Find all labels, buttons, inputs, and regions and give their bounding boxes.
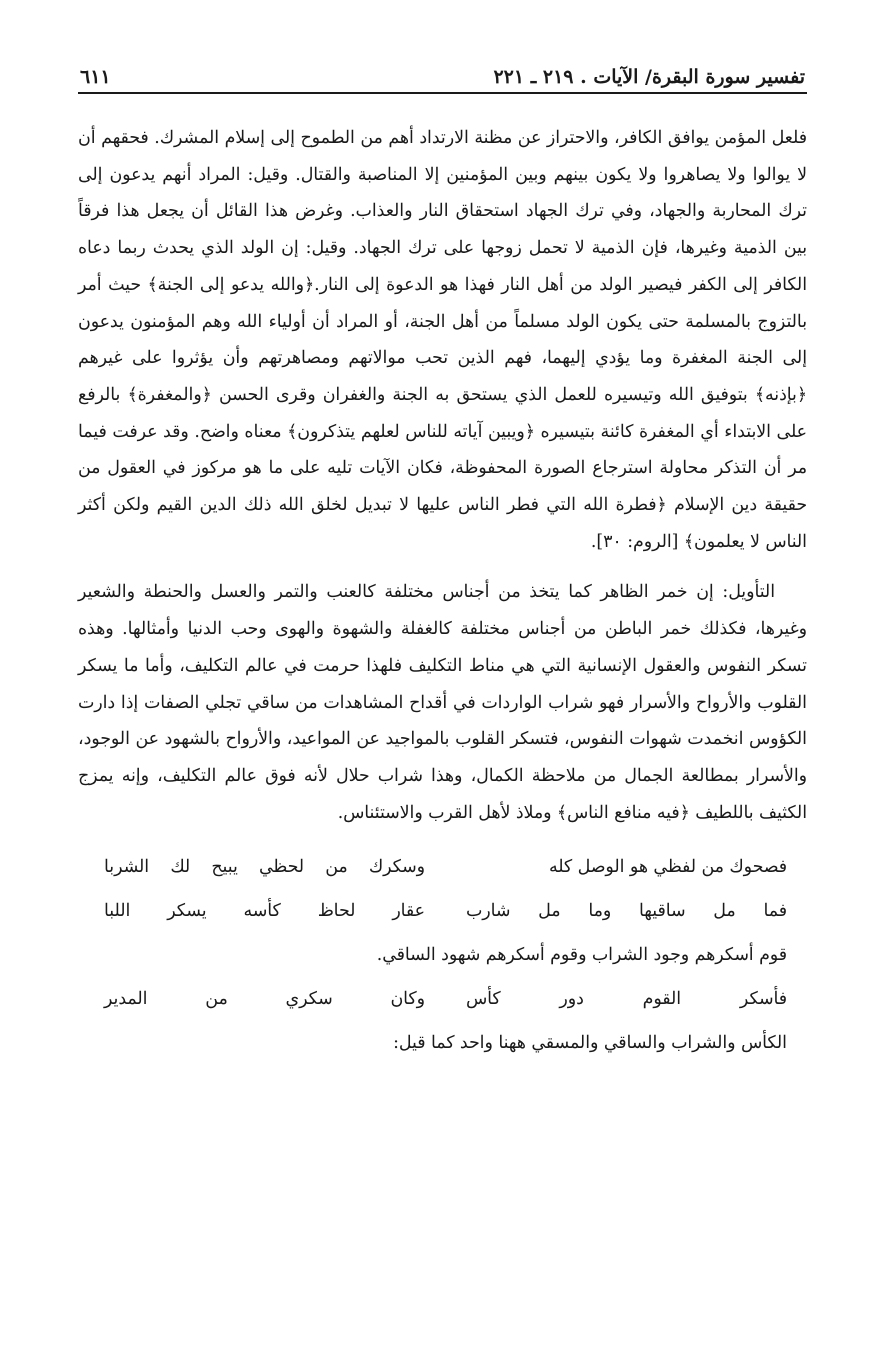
commentary-paragraph: فلعل المؤمن يوافق الكافر، والاحتراز عن مظنة الارتداد أهم من الطموح إلى إسلام المشرك. فحقهم أن لا يوالوا ولا يصاهروا ولا يكون بينهم وبين المؤمنين إلا المناصبة والقتال. وقيل: المراد أنهم يدعون إلى ترك المحاربة والجهاد، وفي ترك الجهاد استحقاق النار والعذاب. وغرض هذا القائل أن يجعل هذا فرقاً بين الذمية وغيرها، فإن الذمية لا تحمل زوجها على ترك الجهاد. وقيل: إن الولد الذي يحدث ربما دعاه الكافر إلى الكفر فيصير الولد من أهل النار فهذا هو الدعوة إلى النار.﴿والله يدعو إلى الجنة﴾ حيث أمر بالتزوج بالمسلمة حتى يكون الولد مسلماً من أهل الجنة، أو المراد أن أولياء الله وهم المؤمنون يدعون إلى الجنة المغفرة وما يؤدي إليهما، فهم الذين تحب موالاتهم ومصاهرتهم وأن يؤثروا على غيرهم ﴿بإذنه﴾ بتوفيق الله وتيسيره للعمل الذي يستحق به الجنة والغفران وقرى الحسن ﴿والمغفرة﴾ بالرفع على الابتداء أي المغفرة كائنة بتيسيره ﴿ويبين آياته للناس لعلهم يتذكرون﴾ معناه واضح. وقد عرفت فيما مر أن التذكر محاولة استرجاع الصورة المحفوظة، فكان الآيات تليه على ما هو مركوز في العقول من حقيقة دين الإسلام ﴿فطرة الله التي فطر الناس عليها لا تبديل لخلق الله ذلك الدين القيم ولكن أكثر الناس لا يعلمون﴾ [الروم: ٣٠]. — [78, 128, 807, 552]
interpretation-paragraph: التأويل: إن خمر الظاهر كما يتخذ من أجناس مختلفة كالعنب والتمر والعسل والحنطة والشعير وغيرها، فكذلك خمر الباطن من أجناس مختلفة كالغفلة والشهوة والهوى وحب الدنيا وأمثالها. وهذه تسكر النفوس والعقول الإنسانية التي هي مناط التكليف فلهذا حرمت في عالم التكليف، وأما ما يسكر القلوب والأرواح والأسرار فهو شراب الواردات في أقداح المشاهدات من ساقي تجلي الصفات إذا دارت الكؤوس انخمدت شهوات النفوس، فتسكر القلوب بالمواجيد عن المواعيد، والأرواح بالشهود عن الوجود، والأسرار بمطالعة الجمال من ملاحظة الكمال، وهذا شراب حلال لأنه فوق عالم التكليف، وإنه يمزج الكثيف باللطيف ﴿فيه منافع الناس﴾ وملاذ لأهل القرب والاستئناس. — [78, 582, 807, 823]
verse-2-first-hemistich: فما مل ساقيها وما مل شارب — [466, 901, 787, 922]
poem-verse-2 — [104, 889, 787, 933]
page-header — [78, 52, 807, 94]
page-number: ٦١١ — [80, 66, 111, 88]
book-page — [78, 52, 807, 1065]
running-title: تفسير سورة البقرة/ الآيات . ٢١٩ ـ ٢٢١ — [493, 66, 805, 88]
verse-2-second-hemistich: عقار لحاظ كأسه يسكر اللبا — [104, 901, 425, 922]
verse-3-second-hemistich: وكان سكري من المدير — [104, 989, 425, 1010]
verse-1-second-hemistich: وسكرك من لحظي يبيح لك الشربا — [104, 857, 425, 878]
poetry-section — [78, 845, 807, 1065]
verse-1-first-hemistich: فصحوك من لفظي هو الوصل كله — [548, 857, 787, 878]
page-body — [78, 120, 807, 1065]
poetry-prose-line-2: الكأس والشراب والساقي والمسقي ههنا واحد كما قيل: — [393, 1033, 787, 1054]
poem-verse-1 — [104, 845, 787, 889]
poem-verse-3 — [104, 977, 787, 1021]
poetry-prose-line-1: قوم أسكرهم وجود الشراب وقوم أسكرهم شهود الساقي. — [376, 945, 787, 966]
verse-3-first-hemistich: فأسكر القوم دور كأس — [466, 989, 787, 1010]
